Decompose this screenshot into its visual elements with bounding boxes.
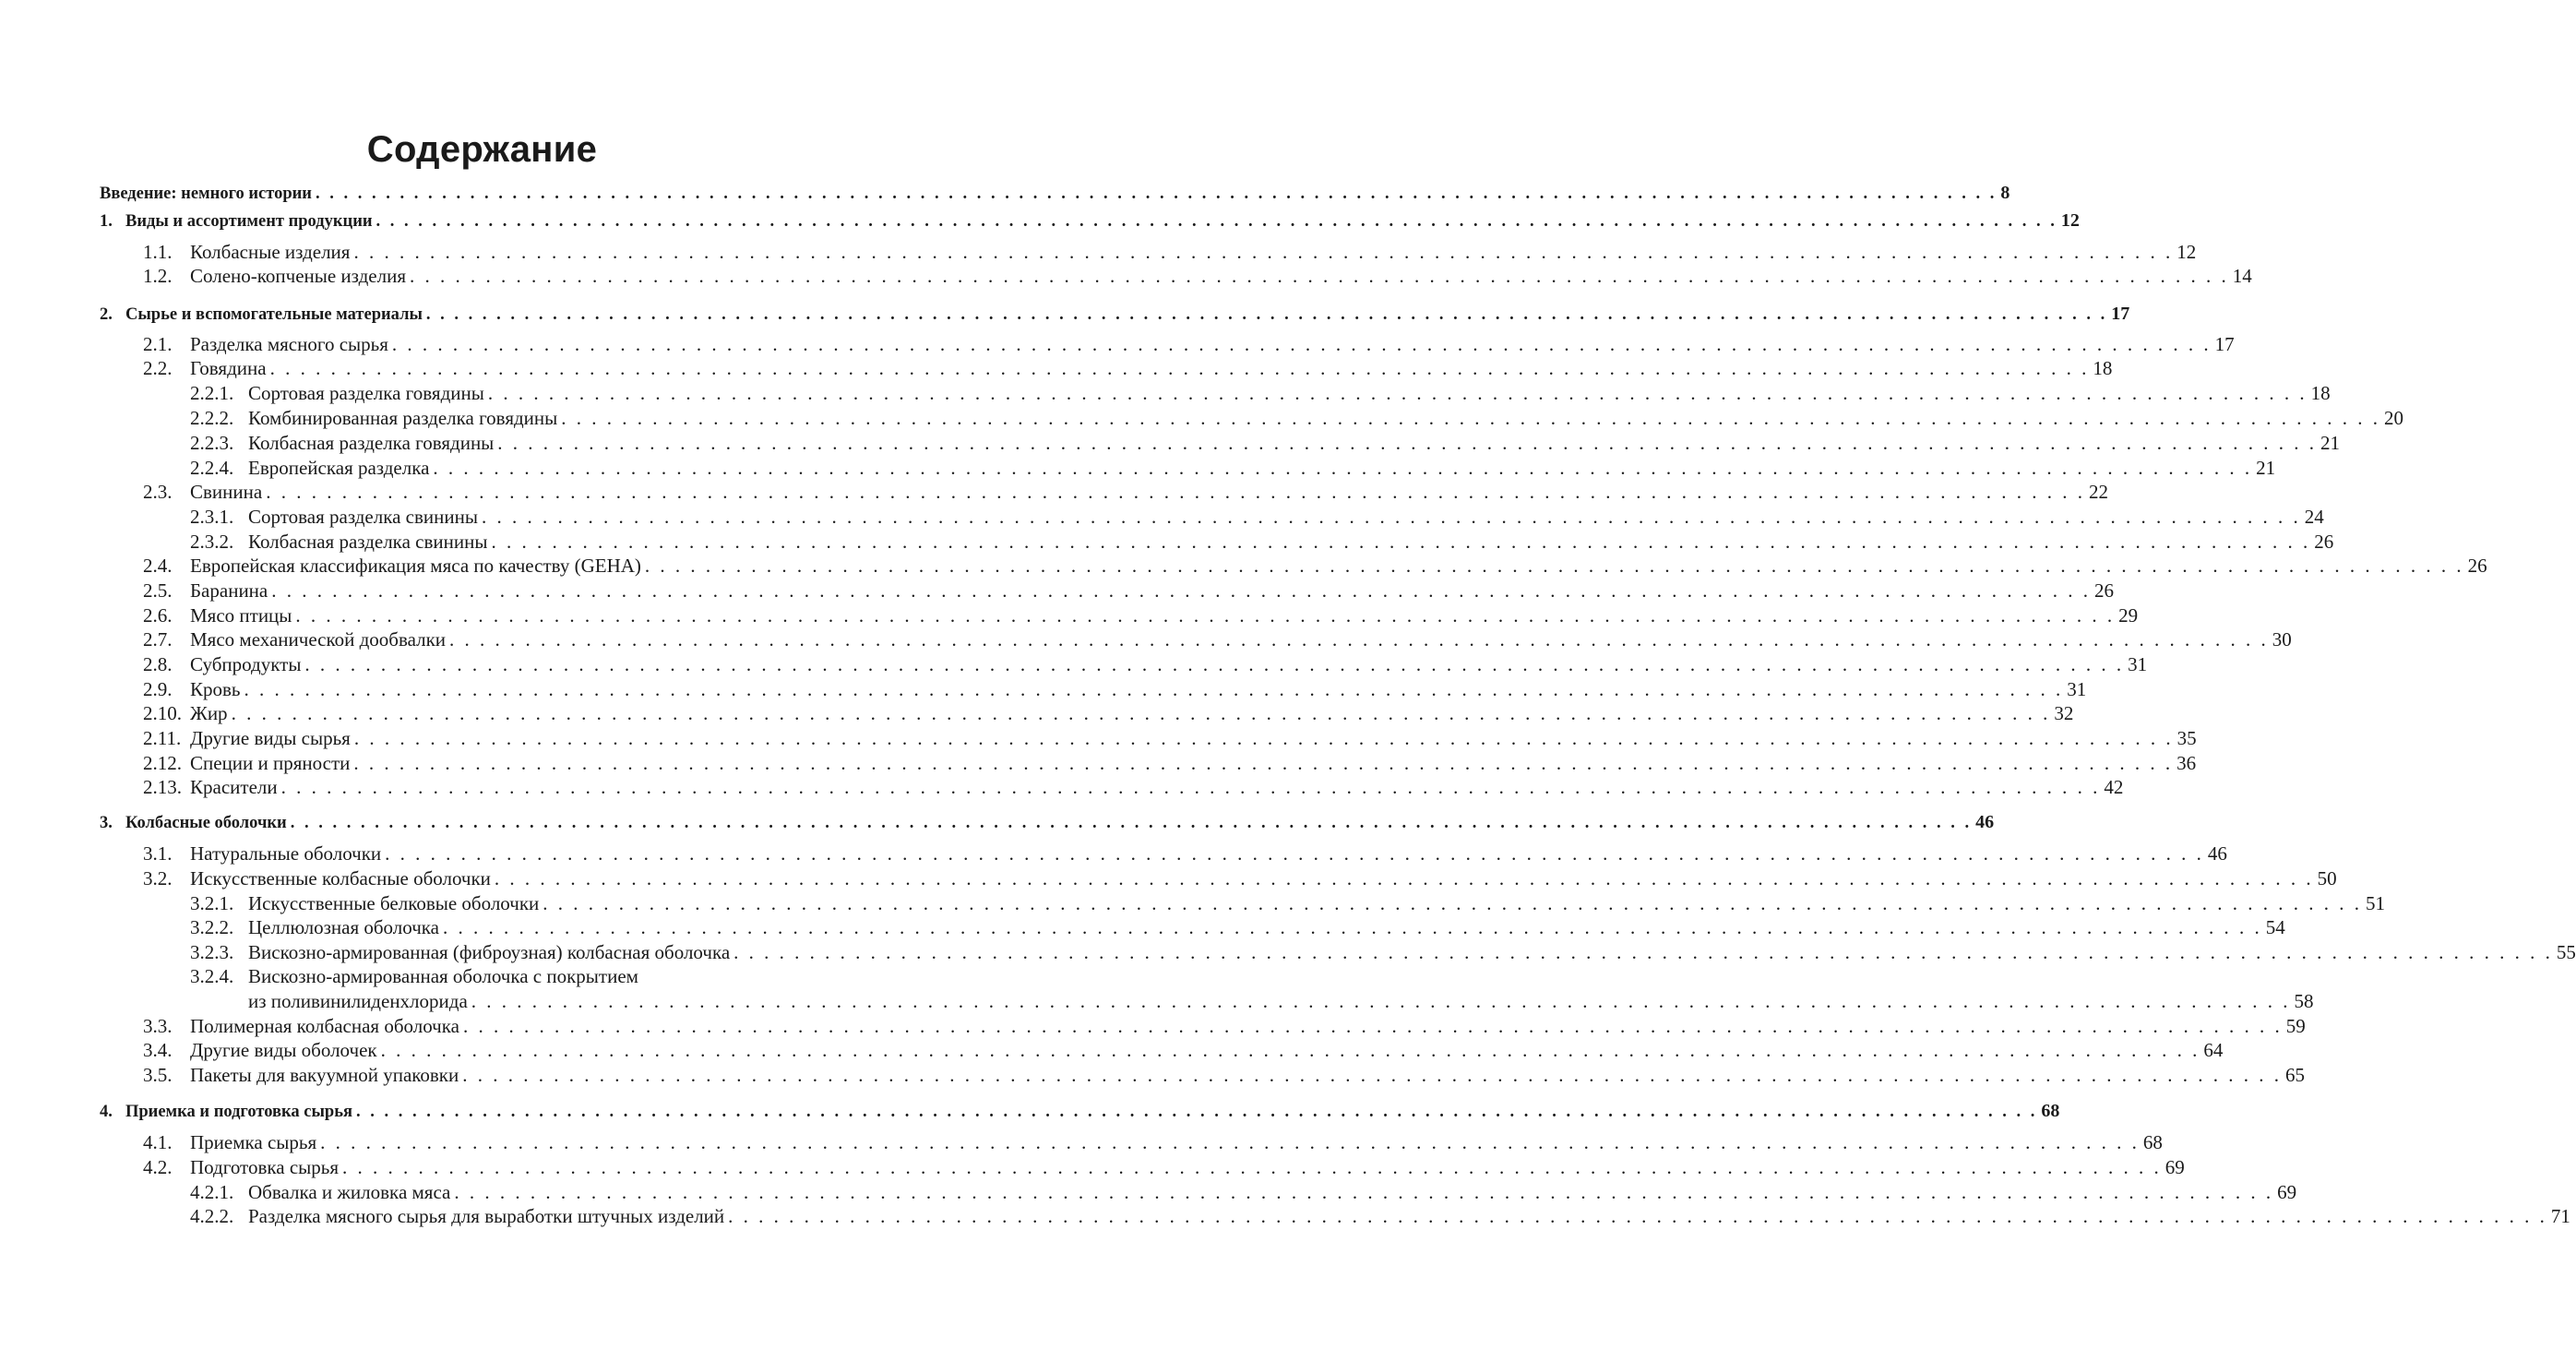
toc-page-number: 30 <box>2272 628 2292 651</box>
toc-page-number: 8 <box>2000 183 2010 203</box>
toc-title: Субпродукты <box>190 653 302 675</box>
toc-title: Натуральные оболочки <box>190 842 382 865</box>
toc-entry <box>190 915 2285 939</box>
toc-number: 3.2.4. <box>190 965 234 987</box>
toc-entry <box>190 940 2576 964</box>
toc-title: Колбасные изделия <box>190 241 351 263</box>
toc-leader-dots: . . . . . . . . . . . . . . . . . . . . . . . . . . . . . . . . . . . . . . . . . . . . . . . . . . . . . . . . . . . . . . . . . . . . . . . . . . . . . . . . . . . . . . . . . . . . . . . . . . . . . . . . . . . . . . . . . . . . . . . . <box>244 678 2064 700</box>
toc-entry <box>190 431 2341 455</box>
toc-leader-dots: . . . . . . . . . . . . . . . . . . . . . . . . . . . . . . . . . . . . . . . . . . . . . . . . . . . . . . . . . . . . . . . . . . . . . . . . . . . . . . . . . . . . . . . . . . . . . . . . . . . . . . . . . . . . . . . . . . . . . . . . <box>315 185 1998 203</box>
toc-entry <box>143 554 2487 578</box>
toc-leader-dots: . . . . . . . . . . . . . . . . . . . . . . . . . . . . . . . . . . . . . . . . . . . . . . . . . . . . . . . . . . . . . . . . . . . . . . . . . . . . . . . . . . . . . . . . . . . . . . . . . . . . . . . . . . . . . . . . . . . . . . . . <box>280 776 2101 798</box>
toc-leader-dots: . . . . . . . . . . . . . . . . . . . . . . . . . . . . . . . . . . . . . . . . . . . . . . . . . . . . . . . . . . . . . . . . . . . . . . . . . . . . . . . . . . . . . . . . . . . . . . . . . . . . . . . . . . . . . . . . . . . . . . . . <box>391 333 2212 355</box>
toc-number: 4.1. <box>143 1131 173 1153</box>
toc-title: Обвалка и жиловка мяса <box>248 1181 451 1203</box>
toc-number: 2.2.4. <box>190 457 234 479</box>
toc-number: 4.2.1. <box>190 1181 234 1203</box>
toc-leader-dots: . . . . . . . . . . . . . . . . . . . . . . . . . . . . . . . . . . . . . . . . . . . . . . . . . . . . . . . . . . . . . . . . . . . . . . . . . . . . . . . . . . . . . . . . . . . . . . . . . . . . . . . . . . . . . . . . . . . . . . . . <box>425 305 2108 324</box>
toc-entry <box>143 842 2227 866</box>
toc-chapter <box>100 302 2130 326</box>
toc-entry <box>143 677 2087 701</box>
toc-page-number: 35 <box>2176 727 2197 749</box>
toc-page-number: 32 <box>2054 702 2074 724</box>
toc-entry <box>143 1130 2163 1154</box>
toc-number: 2.12. <box>143 752 182 774</box>
toc-entry <box>143 1038 2224 1062</box>
toc-title: Европейская классификация мяса по качеству (GEHA) <box>190 555 641 577</box>
toc-page-number: 59 <box>2285 1015 2306 1037</box>
toc-page-number: 54 <box>2265 916 2285 938</box>
toc-entry <box>143 726 2197 750</box>
toc-leader-dots: . . . . . . . . . . . . . . . . . . . . . . . . . . . . . . . . . . . . . . . . . . . . . . . . . . . . . . . . . . . . . . . . . . . . . . . . . . . . . . . . . . . . . . . . . . . . . . . . . . . . . . . . . . . . . . . . . . . . . . . . <box>385 842 2204 865</box>
toc-leader-dots: . . . . . . . . . . . . . . . . . . . . . . . . . . . . . . . . . . . . . . . . . . . . . . . . . . . . . . . . . . . . . . . . . . . . . . . . . . . . . . . . . . . . . . . . . . . . . . . . . . . . . . . . . . . . . . . . . . . . . . . . <box>231 702 2051 724</box>
toc-title: Колбасная разделка говядины <box>248 432 495 454</box>
toc-entry <box>143 603 2139 627</box>
toc-title: Разделка мясного сырья <box>190 333 388 355</box>
toc-leader-dots: . . . . . . . . . . . . . . . . . . . . . . . . . . . . . . . . . . . . . . . . . . . . . . . . . . . . . . . . . . . . . . . . . . . . . . . . . . . . . . . . . . . . . . . . . . . . . . . . . . . . . . . . . . . . . . . . . . . . . . . . <box>342 1156 2162 1178</box>
toc-title: Другие виды оболочек <box>190 1039 377 1061</box>
toc-leader-dots: . . . . . . . . . . . . . . . . . . . . . . . . . . . . . . . . . . . . . . . . . . . . . . . . . . . . . . . . . . . . . . . . . . . . . . . . . . . . . . . . . . . . . . . . . . . . . . . . . . . . . . . . . . . . . . . . . . . . . . . . <box>353 241 2174 263</box>
toc-leader-dots: . . . . . . . . . . . . . . . . . . . . . . . . . . . . . . . . . . . . . . . . . . . . . . . . . . . . . . . . . . . . . . . . . . . . . . . . . . . . . . . . . . . . . . . . . . . . . . . . . . . . . . . . . . . . . . . . . . . . . . . . <box>481 506 2301 528</box>
toc-title: Мясо птицы <box>190 604 292 627</box>
toc-number: 2.11. <box>143 727 182 749</box>
toc-page-number: 26 <box>2094 579 2114 602</box>
toc-title: Сортовая разделка говядины <box>248 382 484 404</box>
toc-entry <box>143 775 2124 799</box>
toc-number: 1.2. <box>143 265 173 287</box>
toc-page-number: 55 <box>2556 941 2576 963</box>
toc-leader-dots: . . . . . . . . . . . . . . . . . . . . . . . . . . . . . . . . . . . . . . . . . . . . . . . . . . . . . . . . . . . . . . . . . . . . . . . . . . . . . . . . . . . . . . . . . . . . . . . . . . . . . . . . . . . . . . . . . . . . . . . . <box>462 1015 2283 1037</box>
toc-page-number: 50 <box>2317 867 2337 889</box>
toc-leader-dots: . . . . . . . . . . . . . . . . . . . . . . . . . . . . . . . . . . . . . . . . . . . . . . . . . . . . . . . . . . . . . . . . . . . . . . . . . . . . . . . . . . . . . . . . . . . . . . . . . . . . . . . . . . . . . . . . . . . . . . . . <box>487 382 2308 404</box>
toc-page-number: 31 <box>2067 678 2087 700</box>
toc-leader-dots: . . . . . . . . . . . . . . . . . . . . . . . . . . . . . . . . . . . . . . . . . . . . . . . . . . . . . . . . . . . . . . . . . . . . . . . . . . . . . . . . . . . . . . . . . . . . . . . . . . . . . . . . . . . . . . . . . . . . . . . . <box>353 727 2174 749</box>
toc-title: Введение: немного истории <box>100 185 312 203</box>
toc-page-number: 64 <box>2203 1039 2224 1061</box>
toc-page-number: 17 <box>2111 304 2130 324</box>
toc-entry <box>143 1014 2306 1038</box>
toc-page-number: 24 <box>2304 506 2324 528</box>
toc-title: Кровь <box>190 678 241 700</box>
toc-number: 2.6. <box>143 604 173 627</box>
toc-title: Полимерная колбасная оболочка <box>190 1015 459 1037</box>
toc-number: 3.2.2. <box>190 916 234 938</box>
toc-number: 2.10. <box>143 702 182 724</box>
toc-number: 4. <box>100 1103 113 1121</box>
toc-leader-dots: . . . . . . . . . . . . . . . . . . . . . . . . . . . . . . . . . . . . . . . . . . . . . . . . . . . . . . . . . . . . . . . . . . . . . . . . . . . . . . . . . . . . . . . . . . . . . . . . . . . . . . . . . . . . . . . . . . . . . . . . <box>733 941 2553 963</box>
toc-page-number: 36 <box>2176 752 2197 774</box>
toc-leader-dots: . . . . . . . . . . . . . . . . . . . . . . . . . . . . . . . . . . . . . . . . . . . . . . . . . . . . . . . . . . . . . . . . . . . . . . . . . . . . . . . . . . . . . . . . . . . . . . . . . . . . . . . . . . . . . . . . . . . . . . . . <box>355 1103 2038 1121</box>
toc-leader-dots: . . . . . . . . . . . . . . . . . . . . . . . . . . . . . . . . . . . . . . . . . . . . . . . . . . . . . . . . . . . . . . . . . . . . . . . . . . . . . . . . . . . . . . . . . . . . . . . . . . . . . . . . . . . . . . . . . . . . . . . . <box>269 357 2090 379</box>
toc-leader-dots: . . . . . . . . . . . . . . . . . . . . . . . . . . . . . . . . . . . . . . . . . . . . . . . . . . . . . . . . . . . . . . . . . . . . . . . . . . . . . . . . . . . . . . . . . . . . . . . . . . . . . . . . . . . . . . . . . . . . . . . . <box>380 1039 2200 1061</box>
toc-number: 2.8. <box>143 653 173 675</box>
toc-leader-dots: . . . . . . . . . . . . . . . . . . . . . . . . . . . . . . . . . . . . . . . . . . . . . . . . . . . . . . . . . . . . . . . . . . . . . . . . . . . . . . . . . . . . . . . . . . . . . . . . . . . . . . . . . . . . . . . . . . . . . . . . <box>454 1181 2274 1203</box>
toc-number: 3.4. <box>143 1039 173 1061</box>
toc-page-number: 71 <box>2550 1205 2570 1227</box>
toc-title: Искусственные колбасные оболочки <box>190 867 491 889</box>
toc-title: из поливинилиденхлорида <box>248 990 468 1012</box>
toc-number: 2.3.2. <box>190 531 234 553</box>
toc-number: 3.3. <box>143 1015 173 1037</box>
toc-leader-dots: . . . . . . . . . . . . . . . . . . . . . . . . . . . . . . . . . . . . . . . . . . . . . . . . . . . . . . . . . . . . . . . . . . . . . . . . . . . . . . . . . . . . . . . . . . . . . . . . . . . . . . . . . . . . . . . . . . . . . . . . <box>491 531 2311 553</box>
toc-number: 3. <box>100 814 113 832</box>
toc-number: 2.5. <box>143 579 173 602</box>
toc-leader-dots: . . . . . . . . . . . . . . . . . . . . . . . . . . . . . . . . . . . . . . . . . . . . . . . . . . . . . . . . . . . . . . . . . . . . . . . . . . . . . . . . . . . . . . . . . . . . . . . . . . . . . . . . . . . . . . . . . . . . . . . . <box>471 990 2291 1012</box>
toc-entry <box>190 505 2324 529</box>
toc-entry <box>143 240 2197 264</box>
toc-page-number: 26 <box>2314 531 2334 553</box>
toc-leader-dots: . . . . . . . . . . . . . . . . . . . . . . . . . . . . . . . . . . . . . . . . . . . . . . . . . . . . . . . . . . . . . . . . . . . . . . . . . . . . . . . . . . . . . . . . . . . . . . . . . . . . . . . . . . . . . . . . . . . . . . . . <box>561 407 2381 429</box>
toc-entry <box>190 891 2386 915</box>
toc-page-number: 69 <box>2165 1156 2185 1178</box>
toc-title: Жир <box>190 702 228 724</box>
toc-leader-dots: . . . . . . . . . . . . . . . . . . . . . . . . . . . . . . . . . . . . . . . . . . . . . . . . . . . . . . . . . . . . . . . . . . . . . . . . . . . . . . . . . . . . . . . . . . . . . . . . . . . . . . . . . . . . . . . . . . . . . . . . <box>728 1205 2547 1227</box>
toc-entry <box>190 1180 2297 1204</box>
toc-title: Мясо механической дообвалки <box>190 628 447 651</box>
toc-leader-dots: . . . . . . . . . . . . . . . . . . . . . . . . . . . . . . . . . . . . . . . . . . . . . . . . . . . . . . . . . . . . . . . . . . . . . . . . . . . . . . . . . . . . . . . . . . . . . . . . . . . . . . . . . . . . . . . . . . . . . . . . <box>266 481 2085 503</box>
toc-title: Европейская разделка <box>248 457 430 479</box>
toc-leader-dots: . . . . . . . . . . . . . . . . . . . . . . . . . . . . . . . . . . . . . . . . . . . . . . . . . . . . . . . . . . . . . . . . . . . . . . . . . . . . . . . . . . . . . . . . . . . . . . . . . . . . . . . . . . . . . . . . . . . . . . . . <box>304 653 2125 675</box>
toc-title: Специи и пряности <box>190 752 351 774</box>
toc-entry <box>143 1155 2185 1179</box>
toc-number: 3.2.3. <box>190 941 234 963</box>
toc-page-number: 65 <box>2285 1064 2306 1086</box>
toc-page-number: 46 <box>1975 812 1995 832</box>
toc-number: 2.13. <box>143 776 182 798</box>
toc-page-number: 20 <box>2384 407 2404 429</box>
toc-number: 2.9. <box>143 678 173 700</box>
toc-page-number: 21 <box>2256 457 2276 479</box>
toc-entry <box>143 356 2113 380</box>
toc-page-number: 12 <box>2060 210 2080 231</box>
toc-title: Свинина <box>190 481 263 503</box>
toc-leader-dots: . . . . . . . . . . . . . . . . . . . . . . . . . . . . . . . . . . . . . . . . . . . . . . . . . . . . . . . . . . . . . . . . . . . . . . . . . . . . . . . . . . . . . . . . . . . . . . . . . . . . . . . . . . . . . . . . . . . . . . . . <box>449 628 2269 651</box>
toc-title: Вискозно-армированная оболочка с покрытием <box>248 965 638 987</box>
toc-page-number: 21 <box>2320 432 2341 454</box>
toc-leader-dots: . . . . . . . . . . . . . . . . . . . . . . . . . . . . . . . . . . . . . . . . . . . . . . . . . . . . . . . . . . . . . . . . . . . . . . . . . . . . . . . . . . . . . . . . . . . . . . . . . . . . . . . . . . . . . . . . . . . . . . . . <box>497 432 2318 454</box>
toc-chapter <box>100 1099 2060 1123</box>
toc-chapter <box>100 181 2010 205</box>
toc-title: Подготовка сырья <box>190 1156 339 1178</box>
toc-title: Колбасная разделка свинины <box>248 531 488 553</box>
toc-page-number: 12 <box>2176 241 2197 263</box>
toc-title: Красители <box>190 776 278 798</box>
toc-entry <box>190 989 2314 1013</box>
toc-number: 2.1. <box>143 333 173 355</box>
toc-leader-dots: . . . . . . . . . . . . . . . . . . . . . . . . . . . . . . . . . . . . . . . . . . . . . . . . . . . . . . . . . . . . . . . . . . . . . . . . . . . . . . . . . . . . . . . . . . . . . . . . . . . . . . . . . . . . . . . . . . . . . . . . <box>494 867 2314 889</box>
toc-number: 2. <box>100 305 113 324</box>
toc-entry <box>143 652 2148 676</box>
toc-entry <box>143 480 2108 504</box>
toc-number: 3.1. <box>143 842 173 865</box>
toc-number: 4.2.2. <box>190 1205 234 1227</box>
toc-number: 3.2. <box>143 867 173 889</box>
toc-entry <box>143 332 2235 356</box>
toc-page-number: 18 <box>2310 382 2331 404</box>
toc-entry <box>190 406 2404 430</box>
toc-page-number: 17 <box>2214 333 2235 355</box>
toc-leader-dots: . . . . . . . . . . . . . . . . . . . . . . . . . . . . . . . . . . . . . . . . . . . . . . . . . . . . . . . . . . . . . . . . . . . . . . . . . . . . . . . . . . . . . . . . . . . . . . . . . . . . . . . . . . . . . . . . . . . . . . . . <box>320 1131 2140 1153</box>
toc-page-number: 51 <box>2366 892 2386 914</box>
toc-title: Виды и ассортимент продукции <box>125 212 373 231</box>
toc-entry <box>190 530 2334 554</box>
toc-title: Комбинированная разделка говядины <box>248 407 558 429</box>
toc-leader-dots: . . . . . . . . . . . . . . . . . . . . . . . . . . . . . . . . . . . . . . . . . . . . . . . . . . . . . . . . . . . . . . . . . . . . . . . . . . . . . . . . . . . . . . . . . . . . . . . . . . . . . . . . . . . . . . . . . . . . . . . . <box>295 604 2116 627</box>
toc-title: Колбасные оболочки <box>125 814 287 832</box>
toc-leader-dots: . . . . . . . . . . . . . . . . . . . . . . . . . . . . . . . . . . . . . . . . . . . . . . . . . . . . . . . . . . . . . . . . . . . . . . . . . . . . . . . . . . . . . . . . . . . . . . . . . . . . . . . . . . . . . . . . . . . . . . . . <box>442 916 2262 938</box>
toc-page-number: 46 <box>2207 842 2227 865</box>
toc-title: Целлюлозная оболочка <box>248 916 439 938</box>
toc-page-number: 69 <box>2277 1181 2297 1203</box>
toc-title: Приемка и подготовка сырья <box>125 1103 352 1121</box>
toc-number: 2.2.2. <box>190 407 234 429</box>
toc-page-number: 14 <box>2232 265 2252 287</box>
toc-leader-dots: . . . . . . . . . . . . . . . . . . . . . . . . . . . . . . . . . . . . . . . . . . . . . . . . . . . . . . . . . . . . . . . . . . . . . . . . . . . . . . . . . . . . . . . . . . . . . . . . . . . . . . . . . . . . . . . . . . . . . . . . <box>290 814 1973 832</box>
toc-title: Искусственные белковые оболочки <box>248 892 540 914</box>
toc-page-number: 29 <box>2118 604 2139 627</box>
toc-entry <box>143 579 2114 603</box>
toc-number: 2.2.1. <box>190 382 234 404</box>
toc-leader-dots: . . . . . . . . . . . . . . . . . . . . . . . . . . . . . . . . . . . . . . . . . . . . . . . . . . . . . . . . . . . . . . . . . . . . . . . . . . . . . . . . . . . . . . . . . . . . . . . . . . . . . . . . . . . . . . . . . . . . . . . . <box>644 555 2464 577</box>
toc-page-number: 58 <box>2294 990 2314 1012</box>
toc-leader-dots: . . . . . . . . . . . . . . . . . . . . . . . . . . . . . . . . . . . . . . . . . . . . . . . . . . . . . . . . . . . . . . . . . . . . . . . . . . . . . . . . . . . . . . . . . . . . . . . . . . . . . . . . . . . . . . . . . . . . . . . . <box>462 1064 2283 1086</box>
toc-number: 4.2. <box>143 1156 173 1178</box>
toc-title: Говядина <box>190 357 267 379</box>
toc-leader-dots: . . . . . . . . . . . . . . . . . . . . . . . . . . . . . . . . . . . . . . . . . . . . . . . . . . . . . . . . . . . . . . . . . . . . . . . . . . . . . . . . . . . . . . . . . . . . . . . . . . . . . . . . . . . . . . . . . . . . . . . . <box>353 752 2174 774</box>
toc-number: 2.7. <box>143 628 173 651</box>
toc-leader-dots: . . . . . . . . . . . . . . . . . . . . . . . . . . . . . . . . . . . . . . . . . . . . . . . . . . . . . . . . . . . . . . . . . . . . . . . . . . . . . . . . . . . . . . . . . . . . . . . . . . . . . . . . . . . . . . . . . . . . . . . . <box>543 892 2363 914</box>
toc-entry <box>143 264 2252 288</box>
toc-page-number: 22 <box>2088 481 2108 503</box>
toc-page-number: 18 <box>2093 357 2113 379</box>
toc-entry <box>190 381 2331 405</box>
toc-page-number: 68 <box>2142 1131 2163 1153</box>
toc-number: 2.3.1. <box>190 506 234 528</box>
toc-page-number: 31 <box>2128 653 2148 675</box>
toc-entry <box>143 701 2074 725</box>
toc-leader-dots: . . . . . . . . . . . . . . . . . . . . . . . . . . . . . . . . . . . . . . . . . . . . . . . . . . . . . . . . . . . . . . . . . . . . . . . . . . . . . . . . . . . . . . . . . . . . . . . . . . . . . . . . . . . . . . . . . . . . . . . . <box>271 579 2091 602</box>
toc-entry <box>143 1063 2306 1087</box>
toc-leader-dots: . . . . . . . . . . . . . . . . . . . . . . . . . . . . . . . . . . . . . . . . . . . . . . . . . . . . . . . . . . . . . . . . . . . . . . . . . . . . . . . . . . . . . . . . . . . . . . . . . . . . . . . . . . . . . . . . . . . . . . . . <box>409 265 2229 287</box>
page-title: Содержание <box>366 129 598 170</box>
toc-entry <box>190 1204 2570 1228</box>
toc-entry <box>143 751 2197 775</box>
toc-entry <box>190 964 877 988</box>
toc-leader-dots: . . . . . . . . . . . . . . . . . . . . . . . . . . . . . . . . . . . . . . . . . . . . . . . . . . . . . . . . . . . . . . . . . . . . . . . . . . . . . . . . . . . . . . . . . . . . . . . . . . . . . . . . . . . . . . . . . . . . . . . . <box>376 212 2057 231</box>
toc-title: Пакеты для вакуумной упаковки <box>190 1064 459 1086</box>
toc-page-number: 42 <box>2104 776 2124 798</box>
toc-title: Сортовая разделка свинины <box>248 506 478 528</box>
toc-title: Разделка мясного сырья для выработки штучных изделий <box>248 1205 725 1227</box>
toc-number: 2.2.3. <box>190 432 234 454</box>
toc-entry <box>190 456 2276 480</box>
toc-title: Баранина <box>190 579 268 602</box>
toc-number: 3.2.1. <box>190 892 234 914</box>
toc-number: 1. <box>100 212 113 231</box>
toc-number: 1.1. <box>143 241 173 263</box>
toc-number: 3.5. <box>143 1064 173 1086</box>
toc-title: Другие виды сырья <box>190 727 351 749</box>
toc-leader-dots: . . . . . . . . . . . . . . . . . . . . . . . . . . . . . . . . . . . . . . . . . . . . . . . . . . . . . . . . . . . . . . . . . . . . . . . . . . . . . . . . . . . . . . . . . . . . . . . . . . . . . . . . . . . . . . . . . . . . . . . . <box>433 457 2253 479</box>
toc-entry <box>143 866 2337 890</box>
toc-chapter <box>100 810 1995 834</box>
toc-number: 2.3. <box>143 481 173 503</box>
toc-chapter <box>100 209 2080 233</box>
toc-page-number: 26 <box>2467 555 2487 577</box>
toc-title: Солено-копченые изделия <box>190 265 406 287</box>
toc-number: 2.2. <box>143 357 173 379</box>
toc-entry <box>143 627 2292 651</box>
toc-title: Сырье и вспомогательные материалы <box>125 305 423 324</box>
toc-title: Вискозно-армированная (фиброузная) колбасная оболочка <box>248 941 731 963</box>
toc-title: Приемка сырья <box>190 1131 317 1153</box>
toc-page-number: 68 <box>2041 1101 2060 1121</box>
toc-number: 2.4. <box>143 555 173 577</box>
